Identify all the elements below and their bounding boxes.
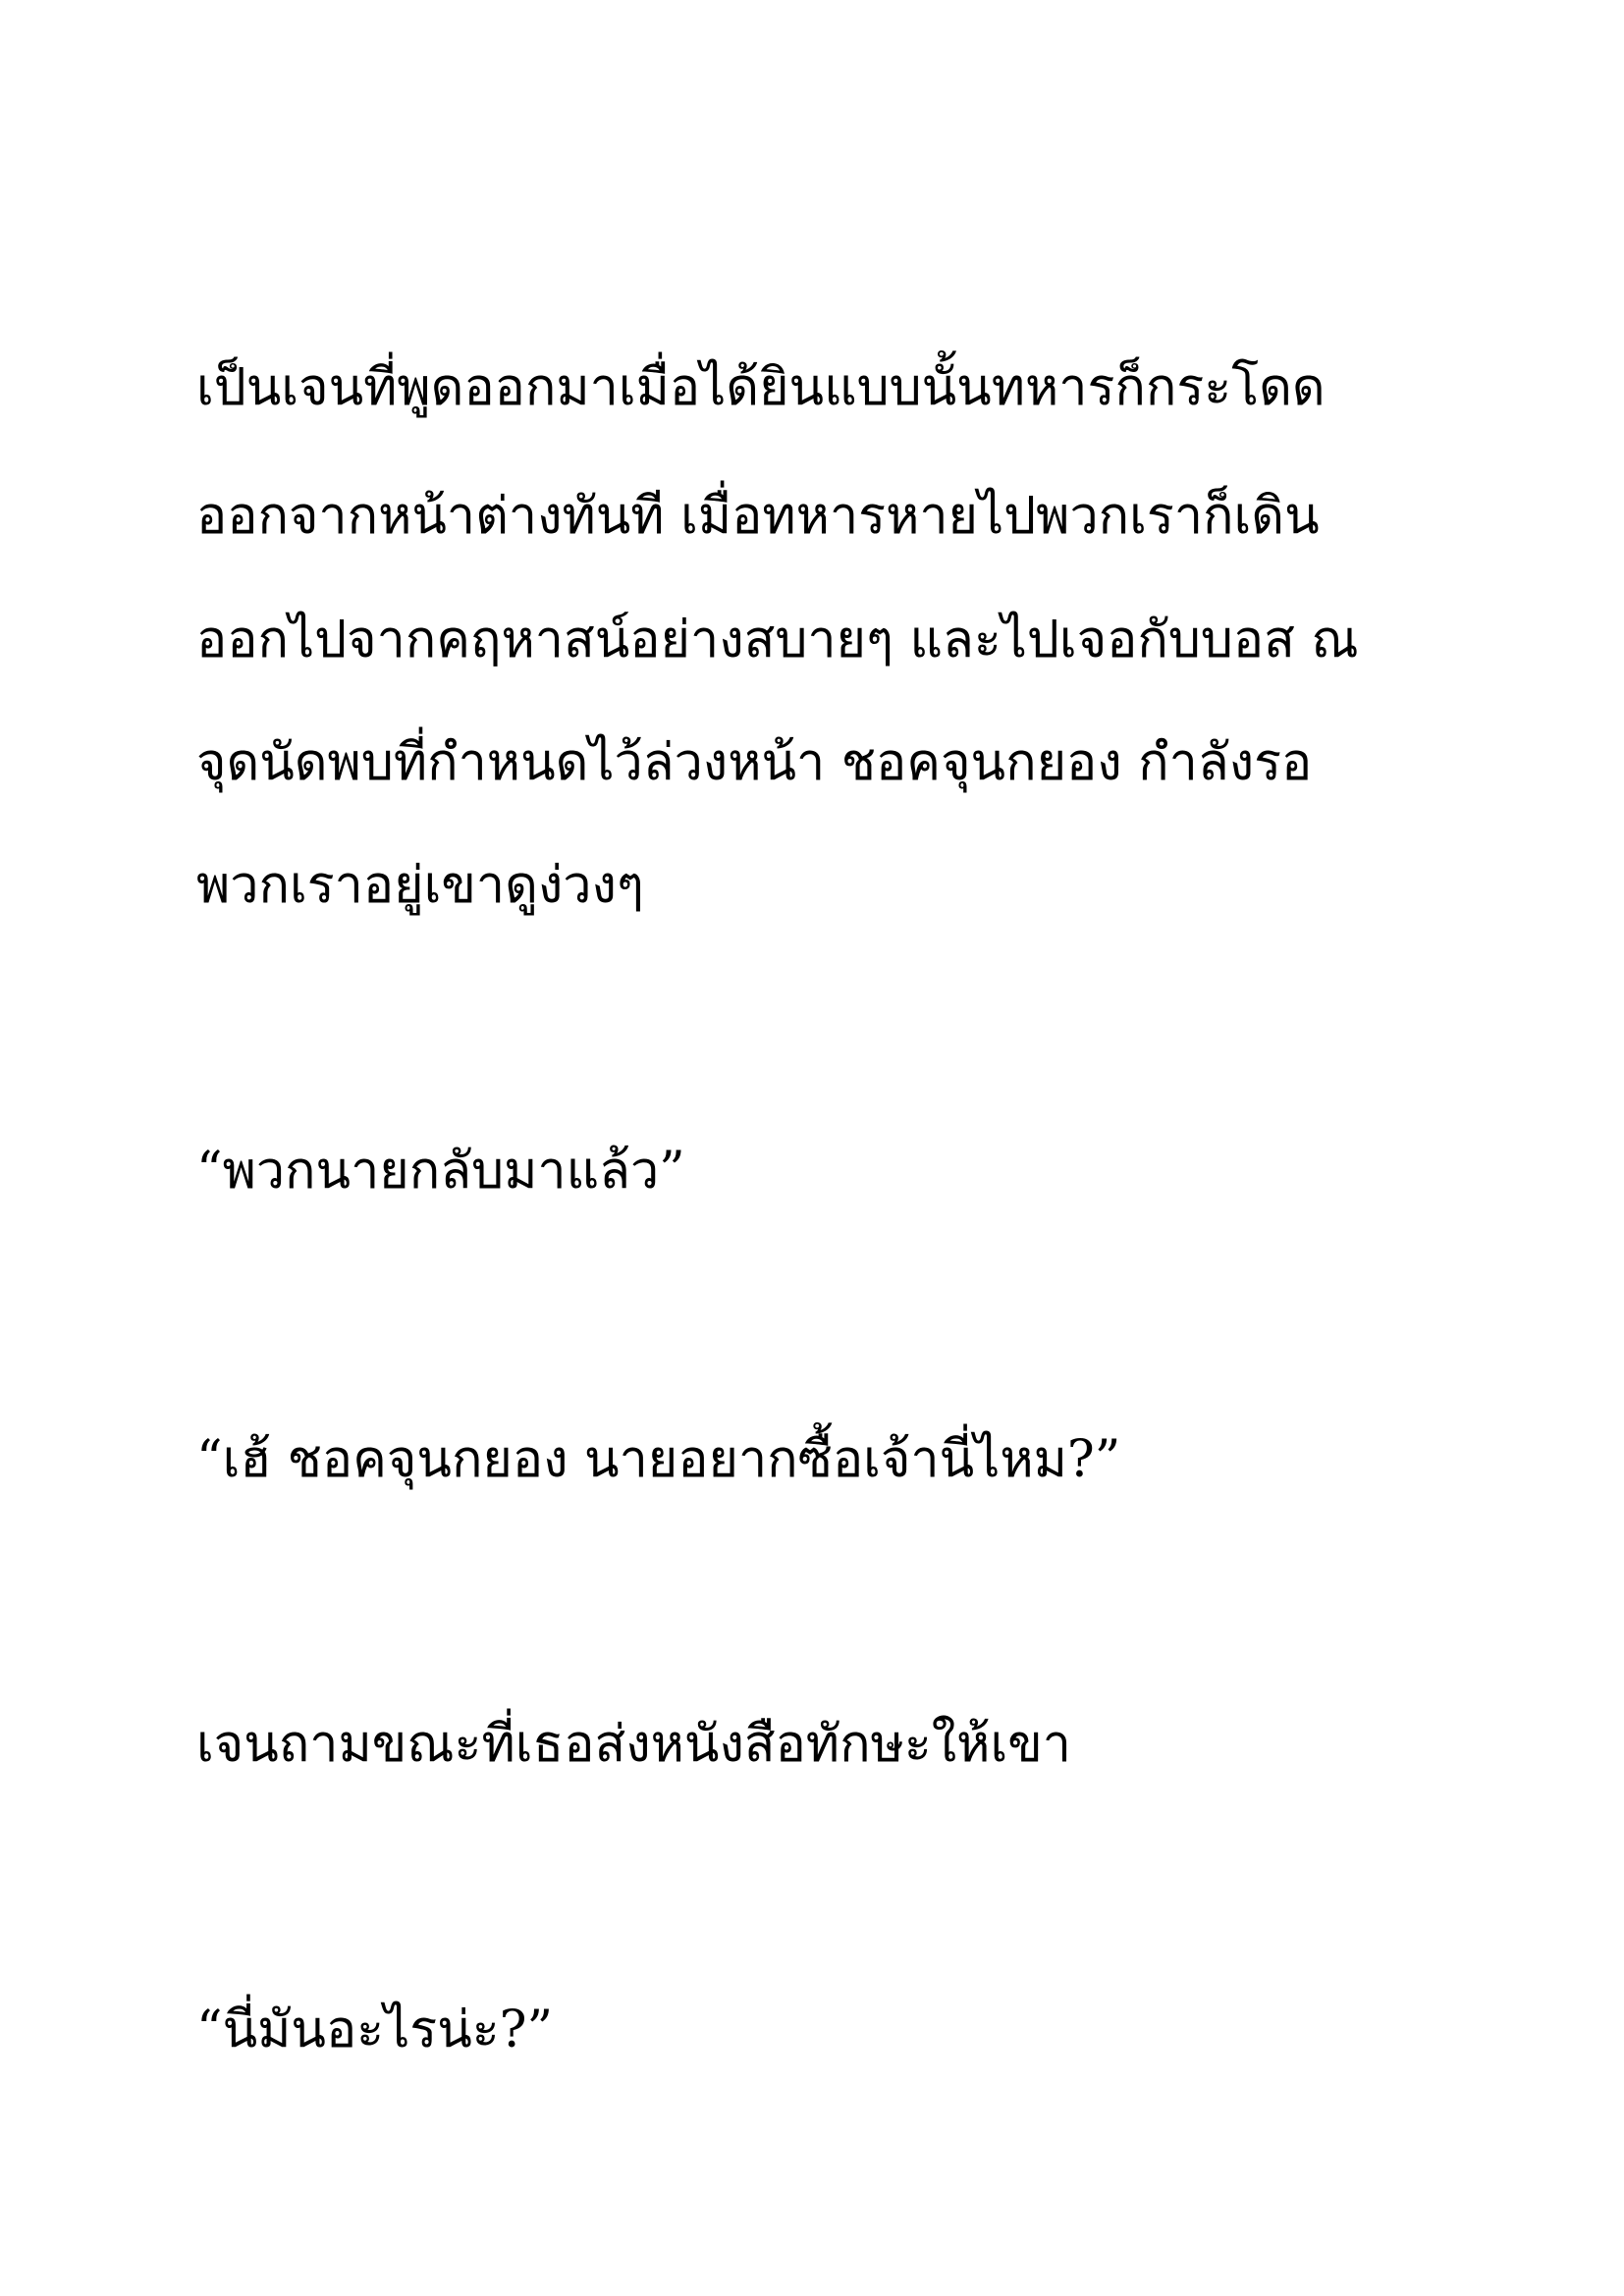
paragraph-line-2: ออกจากหน้าต่างทันที เมื่อทหารหายไปพวกเราก็เดิน xyxy=(196,487,1320,546)
paragraph-line-3: ออกไปจากคฤหาสน์อย่างสบายๆ และไปเจอกับบอส ณ xyxy=(196,611,1359,669)
paragraph-line-4: จุดนัดพบที่กำหนดไว้ล่วงหน้า ชอคจุนกยอง กำลังรอ xyxy=(196,733,1313,792)
narration-line-1: เจนถามขณะที่เธอส่งหนังสือทักษะให้เขา xyxy=(196,1715,1071,1774)
dialogue-line-1: “พวกนายกลับมาแล้ว” xyxy=(196,1142,685,1201)
dialogue-line-2: “เฮ้ ชอคจุนกยอง นายอยากซื้อเจ้านี่ไหม?” xyxy=(196,1430,1121,1489)
paragraph-line-5: พวกเราอยู่เขาดูง่วงๆ xyxy=(196,856,644,915)
dialogue-line-3: “นี่มันอะไรน่ะ?” xyxy=(196,2001,554,2059)
paragraph-line-1: เป็นเจนที่พูดออกมาเมื่อได้ยินแบบนั้นทหารก็กระโดด xyxy=(196,358,1326,417)
